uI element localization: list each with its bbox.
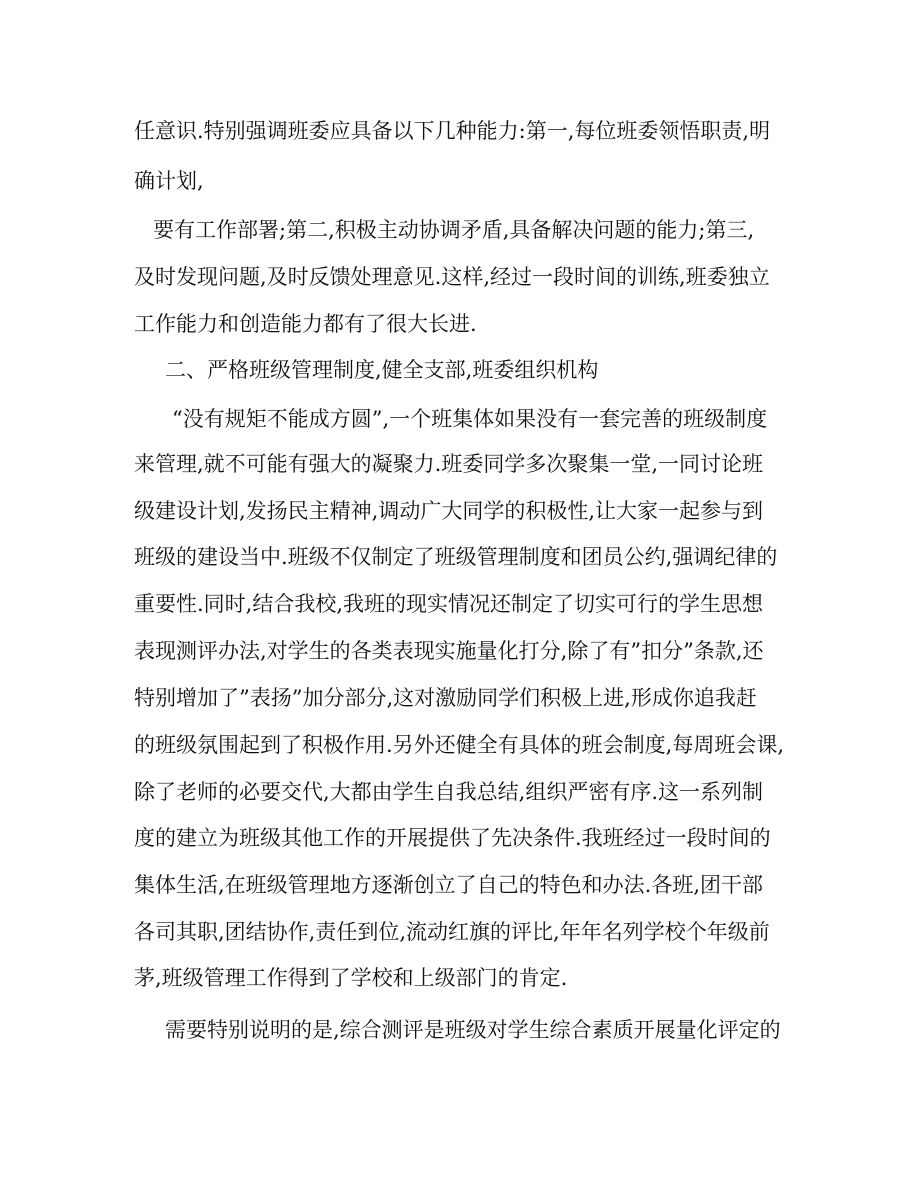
text-line: 任意识.特别强调班委应具备以下几种能力:第一,每位班委领悟职责,明 (134, 119, 771, 143)
text-line: 的班级氛围起到了积极作用.另外还健全有具体的班会制度,每周班会课, (134, 733, 785, 757)
text-line: 表现测评办法,对学生的各类表现实施量化打分,除了有”扣分”条款,还 (134, 639, 764, 663)
text-line: 度的建立为班级其他工作的开展提供了先决条件.我班经过一段时间的 (134, 826, 771, 850)
text-line: 及时发现问题,及时反馈处理意见.这样,经过一段时间的训练,班委独立 (134, 265, 770, 289)
text-line: 除了老师的必要交代,大都由学生自我总结,组织严密有序.这一系列制 (134, 780, 764, 804)
text-line: 班级的建设当中.班级不仅制定了班级管理制度和团员公约,强调纪律的 (134, 545, 778, 569)
text-line: 级建设计划,发扬民主精神,调动广大同学的积极性,让大家一起参与到 (134, 499, 764, 523)
text-line: 确计划, (134, 169, 204, 193)
text-line: 重要性.同时,结合我校,我班的现实情况还制定了切实可行的学生思想 (134, 592, 764, 616)
text-line: 要有工作部署;第二,积极主动协调矛盾,具备解决问题的能力;第三, (153, 218, 755, 242)
text-line: 需要特别说明的是,综合测评是班级对学生综合素质开展量化评定的 (165, 1018, 781, 1042)
text-line: 集体生活,在班级管理地方逐渐创立了自己的特色和办法.各班,团干部 (134, 873, 764, 897)
text-line: 来管理,就不可能有强大的凝聚力.班委同学多次聚集一堂,一同讨论班 (134, 452, 764, 476)
text-line: 各司其职,团结协作,责任到位,流动红旗的评比,年年名列学校个年级前 (134, 920, 770, 944)
text-line: 工作能力和创造能力都有了很大长进. (134, 312, 477, 336)
text-line: “没有规矩不能成方圆”,一个班集体如果没有一套完善的班级制度 (172, 407, 768, 431)
section-heading: 二、严格班级管理制度,健全支部,班委组织机构 (165, 358, 599, 382)
text-line: 茅,班级管理工作得到了学校和上级部门的肯定. (134, 966, 568, 990)
text-line: 特别增加了”表扬”加分部分,这对激励同学们积极上进,形成你追我赶 (134, 686, 757, 710)
